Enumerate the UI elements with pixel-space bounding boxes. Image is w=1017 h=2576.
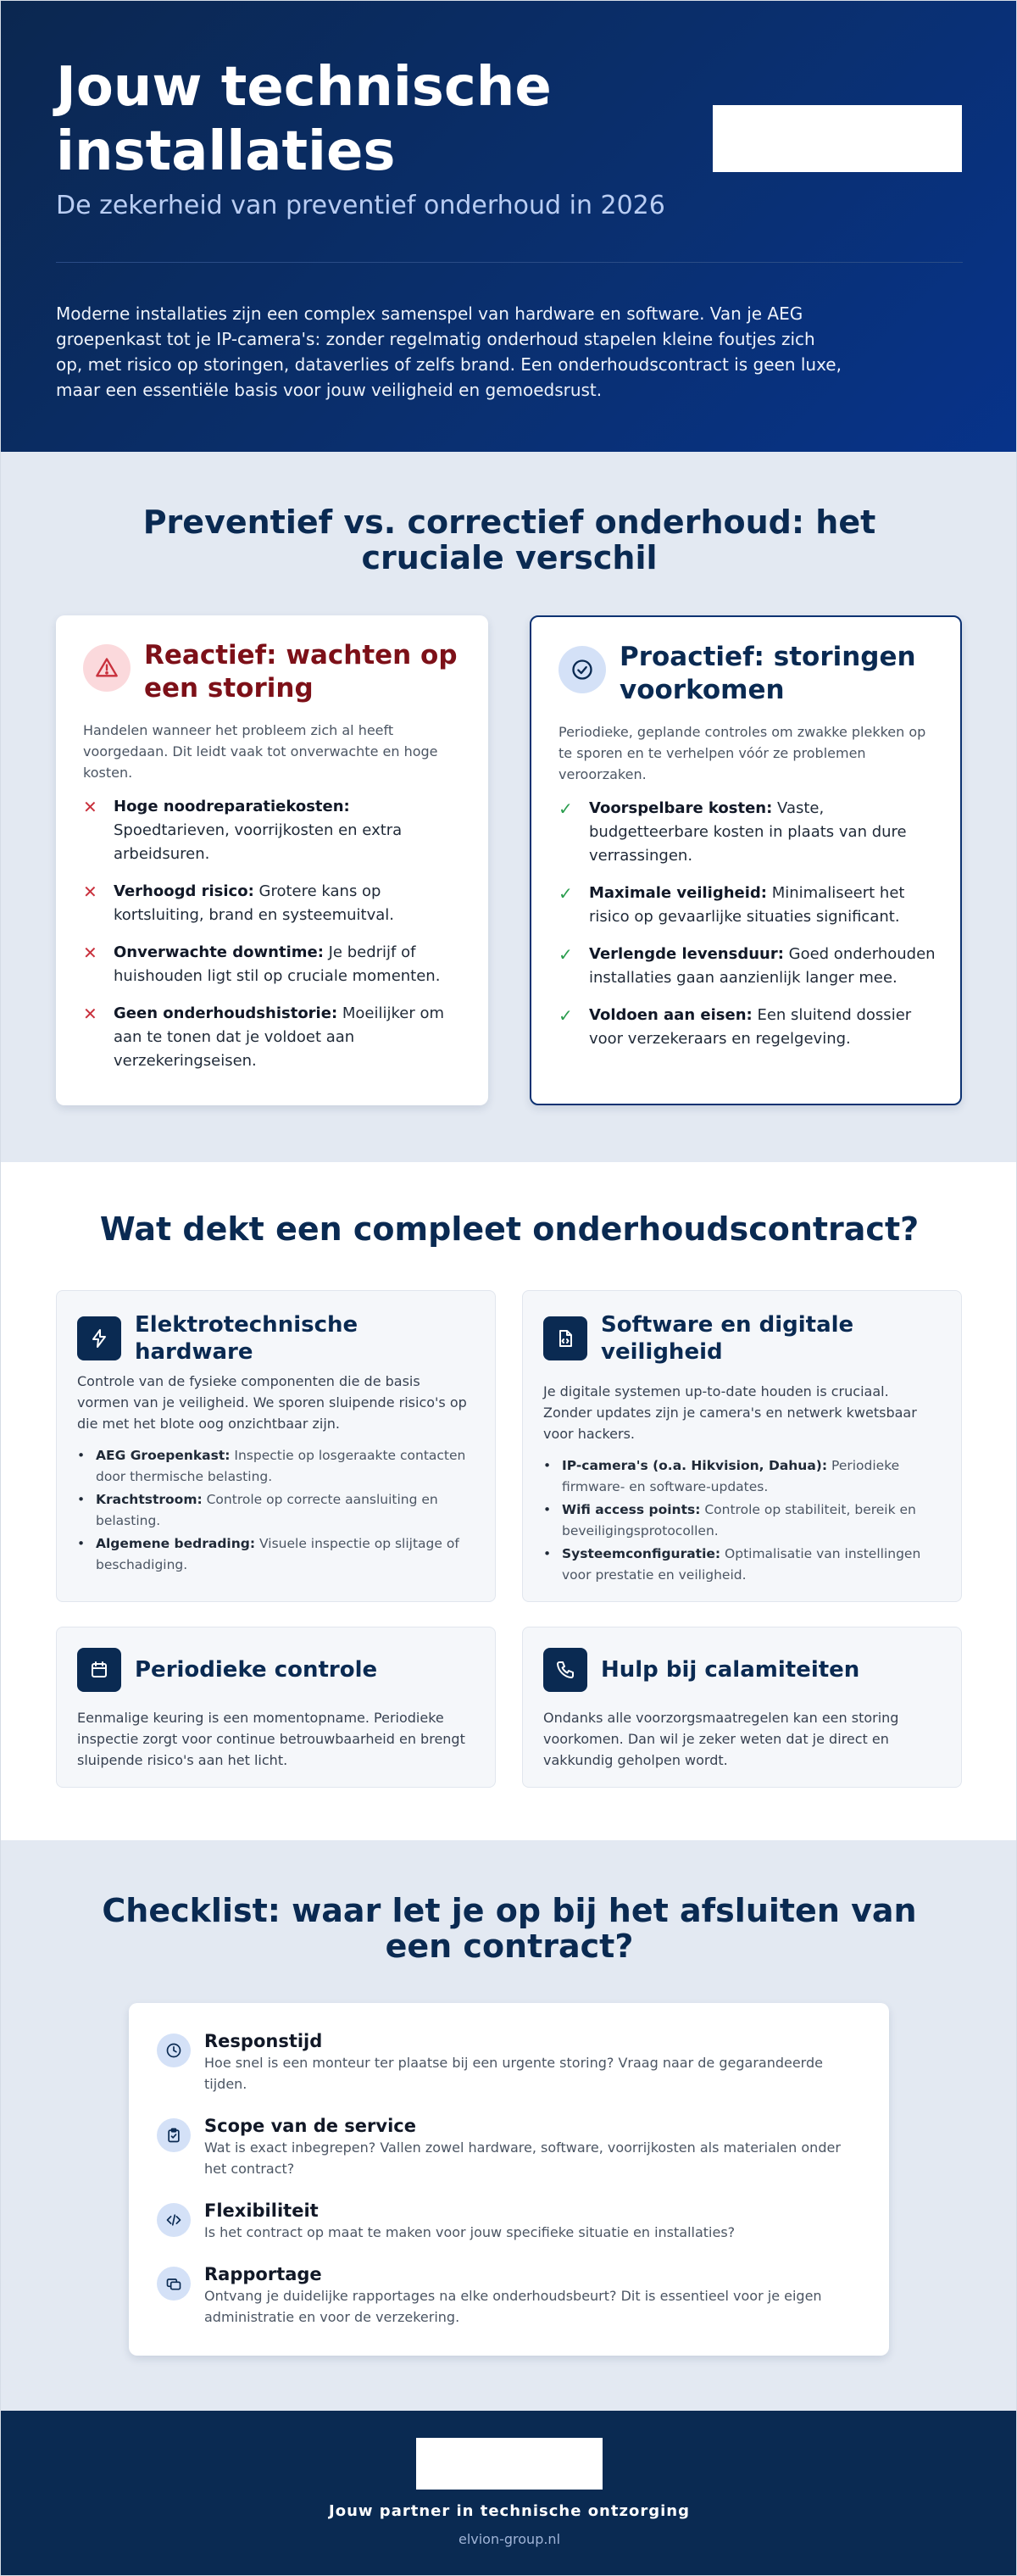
proactive-card [530,615,962,1105]
reactive-card-title: Reactief: wachten op een storing [144,640,458,704]
list-item [83,941,464,988]
list-item [83,880,464,927]
page-subtitle: De zekerheid van preventief onderhoud in 2026 [56,191,665,220]
code-icon [157,2203,191,2237]
list-item [83,795,464,866]
list-item [559,943,940,990]
list-item-text: Grotere kans op kortsluiting, brand en systeemuitval. [114,882,395,924]
list-item-label: Wifi access points: [562,1502,701,1517]
checklist-item-description: Hoe snel is een monteur ter plaatse bij een urgente storing? Vraag naar de gegarandeerde tijden. [204,2055,823,2092]
logo-placeholder [713,105,962,172]
list-item-text: Moeilijker om aan te tonen dat je voldoet aan verzekeringseisen. [114,1004,445,1070]
proactive-list [559,797,940,1065]
list-item-text: Vaste, budgetteerbare kosten in plaats van dure verrassingen. [589,799,907,865]
footer-tagline: Jouw partner in technische ontzorging [329,2502,690,2520]
coverage-card-list [77,1445,480,1577]
list-item [83,1002,464,1073]
list-item-text: Je bedrijf of huishouden ligt stil op cruciale momenten. [114,943,441,985]
checklist-section [1,1840,1017,2411]
reactive-list [83,795,464,1087]
list-item-text: Controle op correcte aansluiting en belasting. [96,1492,438,1528]
hero-section [1,1,1017,452]
footer-website-link[interactable]: elvion-group.nl [458,2531,561,2547]
check-circle-icon [559,646,606,693]
list-item-text: Periodieke firmware- en software-updates. [562,1458,900,1494]
page-title: Jouw technische installaties [56,56,552,183]
clipboard-check-icon [157,2118,191,2152]
cross-icon: ✕ [83,943,97,963]
coverage-card-periodic [56,1627,496,1788]
list-item [559,797,940,868]
checklist-item [157,2030,860,2095]
list-item-text: Visuele inspectie op slijtage of beschadiging. [96,1536,459,1572]
list-item [77,1533,480,1576]
list-item [77,1489,480,1532]
checklist-card [129,2003,889,2356]
list-item [543,1544,946,1586]
list-item [77,1445,480,1488]
checklist-item-description: Ontvang je duidelijke rapportages na elke onderhoudsbeurt? Dit is essentieel voor je eigen administratie en voor de verzekering. [204,2288,822,2325]
coverage-card-list [543,1455,946,1588]
coverage-card-title: Elektrotechnische hardware [135,1312,358,1365]
cross-icon: ✕ [83,797,97,817]
compare-title: Preventief vs. correctief onderhoud: het cruciale verschil [142,504,876,576]
footer [1,2411,1017,2576]
list-item-label: Systeemconfiguratie: [562,1546,721,1561]
proactive-card-title: Proactief: storingen voorkomen [620,642,916,705]
compare-section [1,452,1017,1162]
list-item [559,1004,940,1051]
calendar-icon [77,1648,121,1692]
coverage-title: Wat dekt een compleet onderhoudscontract? [99,1210,920,1248]
checklist-item [157,2200,860,2243]
checkmark-icon: ✓ [559,1005,573,1026]
list-item-label: Onverwachte downtime: [114,943,324,961]
checklist-item [157,2115,860,2179]
checkmark-icon: ✓ [559,944,573,965]
checklist-item-description: Wat is exact inbegrepen? Vallen zowel hardware, software, voorrijkosten als materialen onder het contract? [204,2139,841,2177]
list-item-label: Verhoogd risico: [114,882,254,900]
list-item-text: Inspectie op losgeraakte contacten door thermische belasting. [96,1448,466,1484]
list-item-label: Krachtstroom: [96,1492,203,1507]
coverage-card-software [522,1290,962,1602]
clock-icon [157,2034,191,2067]
footer-logo-placeholder [416,2438,603,2490]
list-item-text: Controle op stabiliteit, bereik en beveiligingsprotocollen. [562,1502,916,1538]
reactive-card-header [83,639,466,705]
coverage-card-description: Ondanks alle voorzorgsmaatregelen kan een storing voorkomen. Dan wil je zeker weten dat je direct en vakkundig geholpen wordt. [543,1710,899,1768]
list-item-text: Spoedtarieven, voorrijkosten en extra arbeidsuren. [114,821,403,863]
checkmark-icon: ✓ [559,883,573,904]
list-item-label: AEG Groepenkast: [96,1448,231,1463]
hero-intro: Moderne installaties zijn een complex samenspel van hardware en software. Van je AEG groepenkast tot je IP-camera's: zonder regelmatig onderhoud stapelen kleine foutjes zich op, met risico op storingen, dataverlies of zelfs brand. Een onderhoudscontract is geen luxe, maar een essentiële basis voor jouw veiligheid en gemoedsrust. [56,303,842,400]
coverage-card-title: Periodieke controle [135,1657,378,1683]
coverage-card-description: Je digitale systemen up-to-date houden is cruciaal. Zonder updates zijn je camera's en netwerk kwetsbaar voor hackers. [543,1383,917,1442]
list-item-label: IP-camera's (o.a. Hikvision, Dahua): [562,1458,828,1473]
coverage-card-title: Hulp bij calamiteiten [601,1657,860,1683]
checklist-item-title: Scope van de service [204,2116,416,2136]
checklist-item-description: Is het contract op maat te maken voor jouw specifieke situatie en installaties? [204,2224,736,2240]
proactive-card-header [559,641,942,707]
list-item [559,882,940,929]
list-item [543,1499,946,1542]
list-item-text: Een sluitend dossier voor verzekeraars en regelgeving. [589,1006,912,1048]
cross-icon: ✕ [83,882,97,902]
checkmark-icon: ✓ [559,798,573,819]
list-item-label: Voorspelbare kosten: [589,799,773,817]
coverage-card-description: Eenmalige keuring is een momentopname. Periodieke inspectie zorgt voor continue betrouwbaarheid en brengt sluipende risico's aan het licht. [77,1710,465,1768]
list-item-label: Voldoen aan eisen: [589,1006,753,1024]
checklist-item-title: Flexibiliteit [204,2200,319,2221]
list-item [543,1455,946,1498]
coverage-card-title: Software en digitale veiligheid [601,1312,854,1365]
list-item-label: Verlengde levensduur: [589,945,784,963]
list-item-label: Hoge noodreparatiekosten: [114,798,350,815]
list-item-label: Geen onderhoudshistorie: [114,1004,338,1022]
coverage-card-emergency [522,1627,962,1788]
phone-icon [543,1648,587,1692]
warning-triangle-icon [83,644,131,692]
coverage-card-hardware [56,1290,496,1602]
list-item-text: Optimalisatie van instellingen voor prestatie en veiligheid. [562,1546,921,1583]
list-item-text: Minimaliseert het risico op gevaarlijke situaties significant. [589,884,905,926]
reactive-card-description: Handelen wanneer het probleem zich al heeft voorgedaan. Dit leidt vaak tot onverwachte en hoge kosten. [83,722,438,781]
list-item-text: Goed onderhouden installaties gaan aanzienlijk langer mee. [589,945,936,987]
cross-icon: ✕ [83,1004,97,1024]
checklist-item [157,2263,860,2328]
coverage-card-description: Controle van de fysieke componenten die de basis vormen van je veiligheid. We sporen sluipende risico's op die met het blote oog onzichtbaar zijn. [77,1373,467,1432]
list-item-label: Algemene bedrading: [96,1536,256,1551]
proactive-card-description: Periodieke, geplande controles om zwakke plekken op te sporen en te verhelpen vóór ze problemen veroorzaken. [559,724,926,782]
lightning-icon [77,1316,121,1360]
reactive-card [56,615,488,1105]
documents-icon [157,2267,191,2301]
checklist-item-title: Responstijd [204,2031,323,2051]
checklist-item-title: Rapportage [204,2264,322,2284]
hero-divider [56,262,963,263]
document-code-icon [543,1316,587,1360]
checklist-title: Checklist: waar let je op bij het afsluiten van een contract? [102,1892,917,1965]
coverage-section [1,1162,1017,1840]
list-item-label: Maximale veiligheid: [589,884,767,902]
